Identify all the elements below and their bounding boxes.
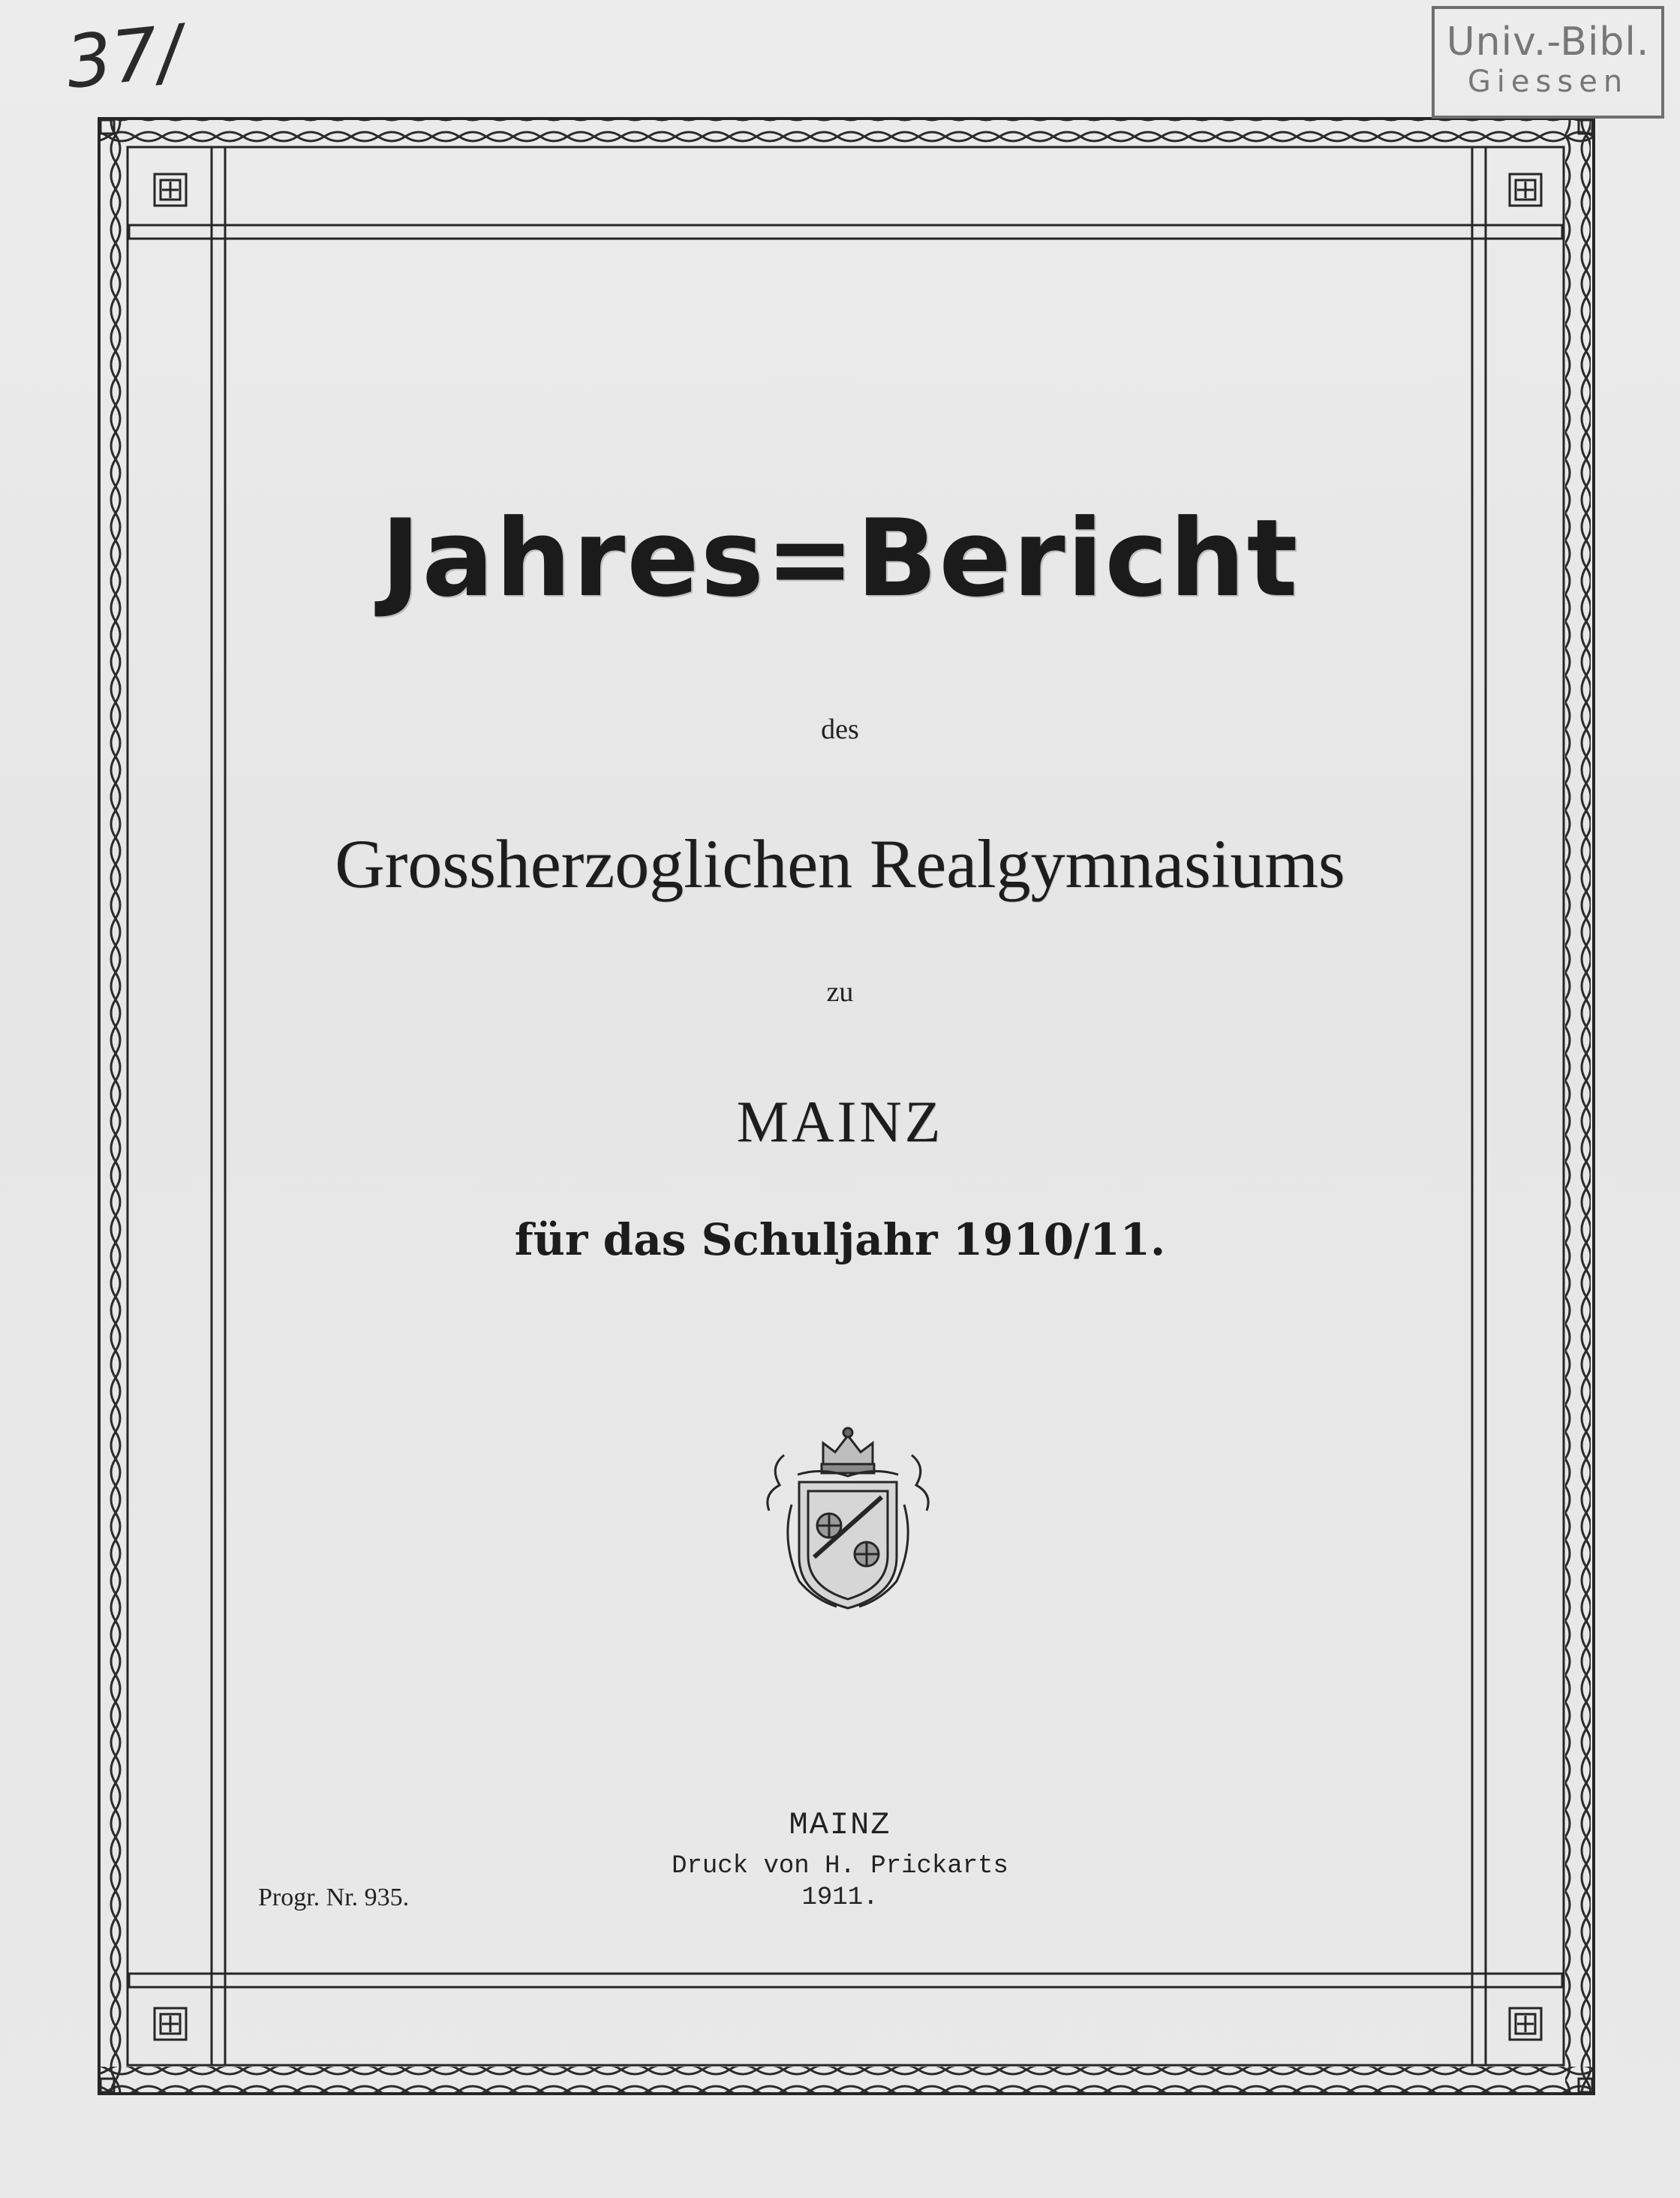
- imprint-printer: Druck von H. Prickarts: [672, 1852, 1008, 1881]
- imprint-city: MAINZ: [789, 1807, 891, 1843]
- report-title: Jahres=Bericht: [380, 497, 1300, 621]
- coat-of-arms-icon: [754, 1422, 942, 1617]
- stamp-line-1: Univ.-Bibl.: [1446, 20, 1650, 65]
- library-stamp: [1432, 6, 1664, 119]
- imprint-year: 1911.: [801, 1884, 879, 1912]
- program-number: Progr. Nr. 935.: [258, 1884, 410, 1911]
- connector-des: des: [821, 714, 859, 745]
- stamp-line-2: Giessen: [1467, 65, 1629, 99]
- city-name: MAINZ: [736, 1089, 944, 1154]
- institution-name: Grossherzoglichen Realgymnasiums: [335, 825, 1345, 902]
- school-year: für das Schuljahr 1910/11.: [514, 1214, 1166, 1265]
- connector-zu: zu: [826, 976, 854, 1008]
- handwritten-shelfmark: 37/: [62, 9, 186, 105]
